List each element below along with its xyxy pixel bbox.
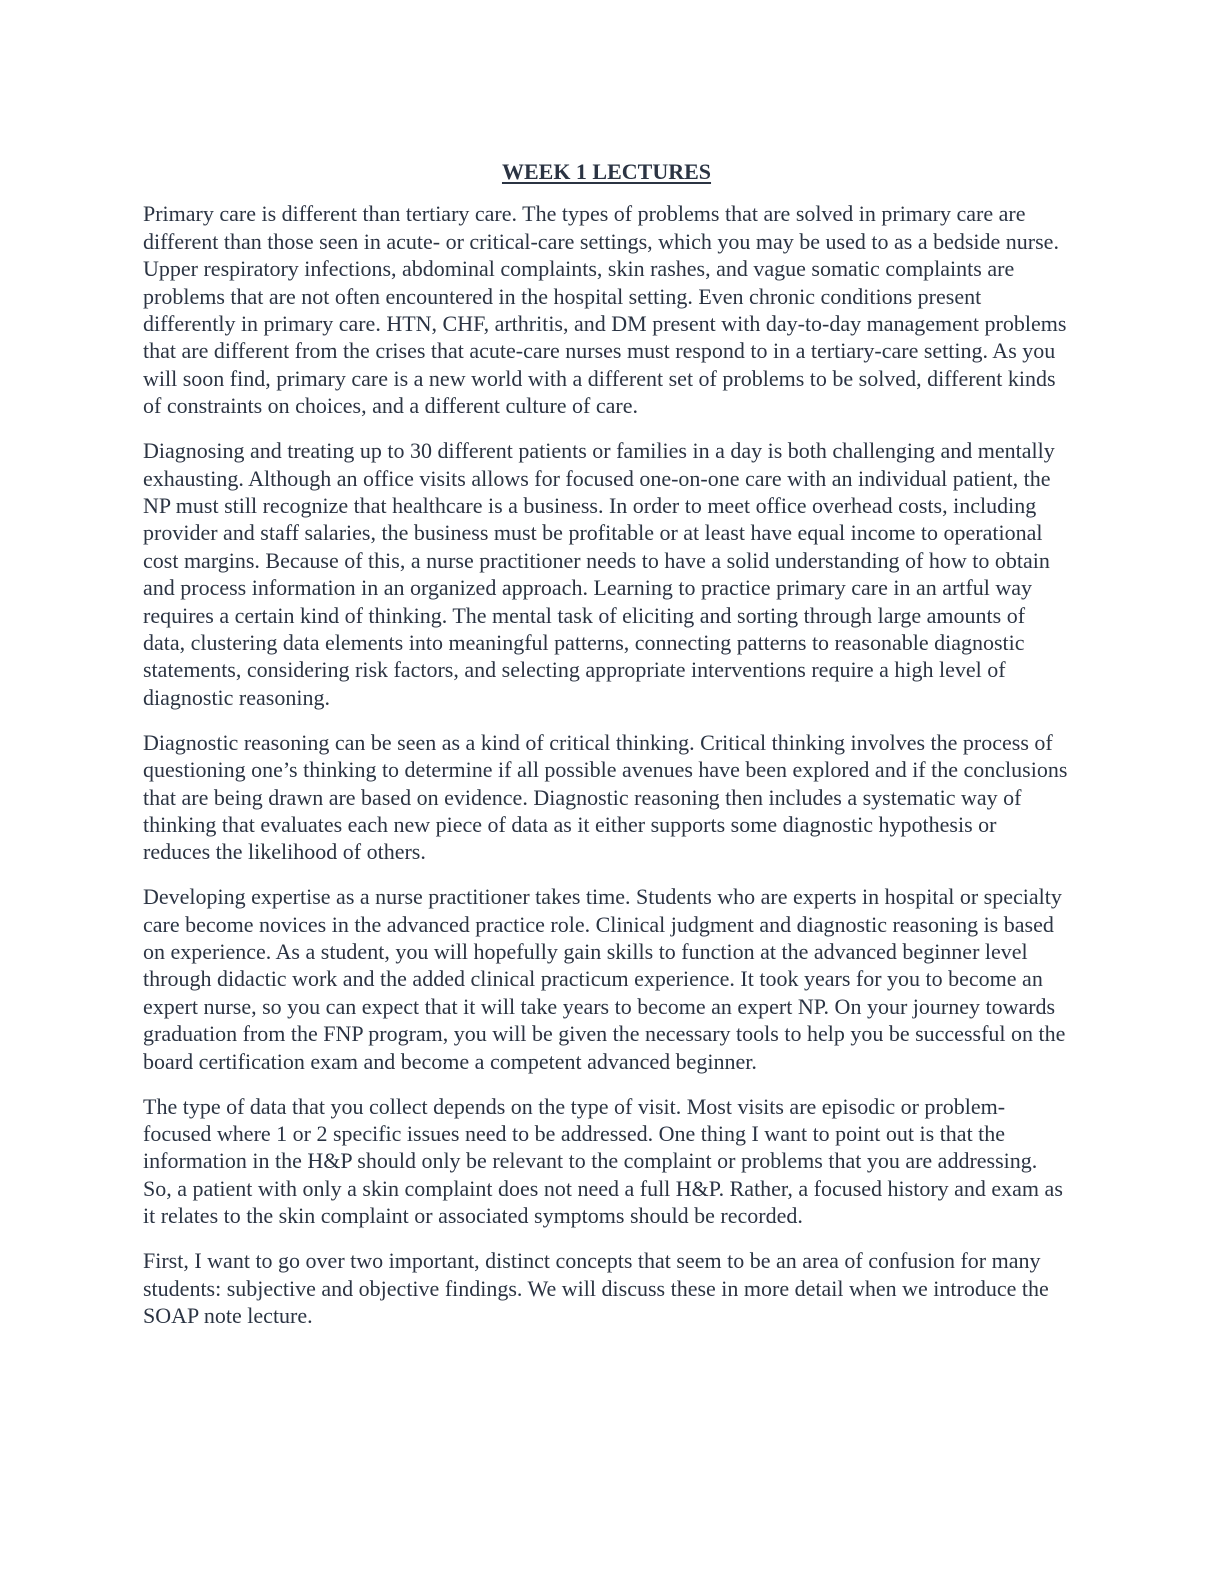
paragraph-developing-expertise: Developing expertise as a nurse practitioner takes time. Students who are experts in hospital or specialty care become novices in the advanced practice role. Clinical judgment and diagnostic reasoning is based on experience. As a student, you will hopefully gain skills to function at the advanced beginner level through didactic work and the added clinical practicum experience. It took years for you to become an expert nurse, so you can expect that it will take years to become an expert NP. On your journey towards graduation from the FNP program, you will be given the necessary tools to help you be successful on the board certification exam and become a competent advanced beginner. — [143, 884, 1066, 1074]
document-title: WEEK 1 LECTURES — [501, 159, 712, 184]
paragraph-subjective-objective: First, I want to go over two important, distinct concepts that seem to be an area of confusion for many students: subjective and objective findings. We will discuss these in more detail when we introduce the SOAP note lecture. — [143, 1248, 1049, 1328]
document-page — [143, 158, 1068, 1347]
paragraph-diagnosing-treating: Diagnosing and treating up to 30 different patients or families in a day is both challenging and mentally exhausting. Although an office visits allows for focused one-on-one care with an individual patient, the NP must still recognize that healthcare is a business. In order to meet office overhead costs, including provider and staff salaries, the business must be profitable or at least have equal income to operational cost margins. Because of this, a nurse practitioner needs to have a solid understanding of how to obtain and process information in an organized approach. Learning to practice primary care in an artful way requires a certain kind of thinking. The mental task of eliciting and sorting through large amounts of data, clustering data elements into meaningful patterns, connecting patterns to reasonable diagnostic statements, considering risk factors, and selecting appropriate interventions require a high level of diagnostic reasoning. — [143, 438, 1055, 710]
paragraph-primary-care: Primary care is different than tertiary care. The types of problems that are solved in primary care are different than those seen in acute- or critical-care settings, which you may be used to as a bedside nurse. Upper respiratory infections, abdominal complaints, skin rashes, and vague somatic complaints are problems that are not often encountered in the hospital setting. Even chronic conditions present differently in primary care. HTN, CHF, arthritis, and DM present with day-to-day management problems that are different from the crises that acute-care nurses must respond to in a tertiary-care setting. As you will soon find, primary care is a new world with a different set of problems to be solved, different kinds of constraints on choices, and a different culture of care. — [143, 201, 1067, 419]
paragraph-diagnostic-reasoning: Diagnostic reasoning can be seen as a kind of critical thinking. Critical thinking involves the process of questioning one’s thinking to determine if all possible avenues have been explored and if the conclusions that are being drawn are based on evidence. Diagnostic reasoning then includes a systematic way of thinking that evaluates each new piece of data as it either supports some diagnostic hypothesis or reduces the likelihood of others. — [143, 729, 1068, 865]
paragraph-type-of-data: The type of data that you collect depends on the type of visit. Most visits are episodic or problem-focused where 1 or 2 specific issues need to be addressed. One thing I want to point out is that the information in the H&P should only be relevant to the complaint or problems that you are addressing. So, a patient with only a skin complaint does not need a full H&P. Rather, a focused history and exam as it relates to the skin complaint or associated symptoms should be recorded. — [143, 1093, 1063, 1229]
